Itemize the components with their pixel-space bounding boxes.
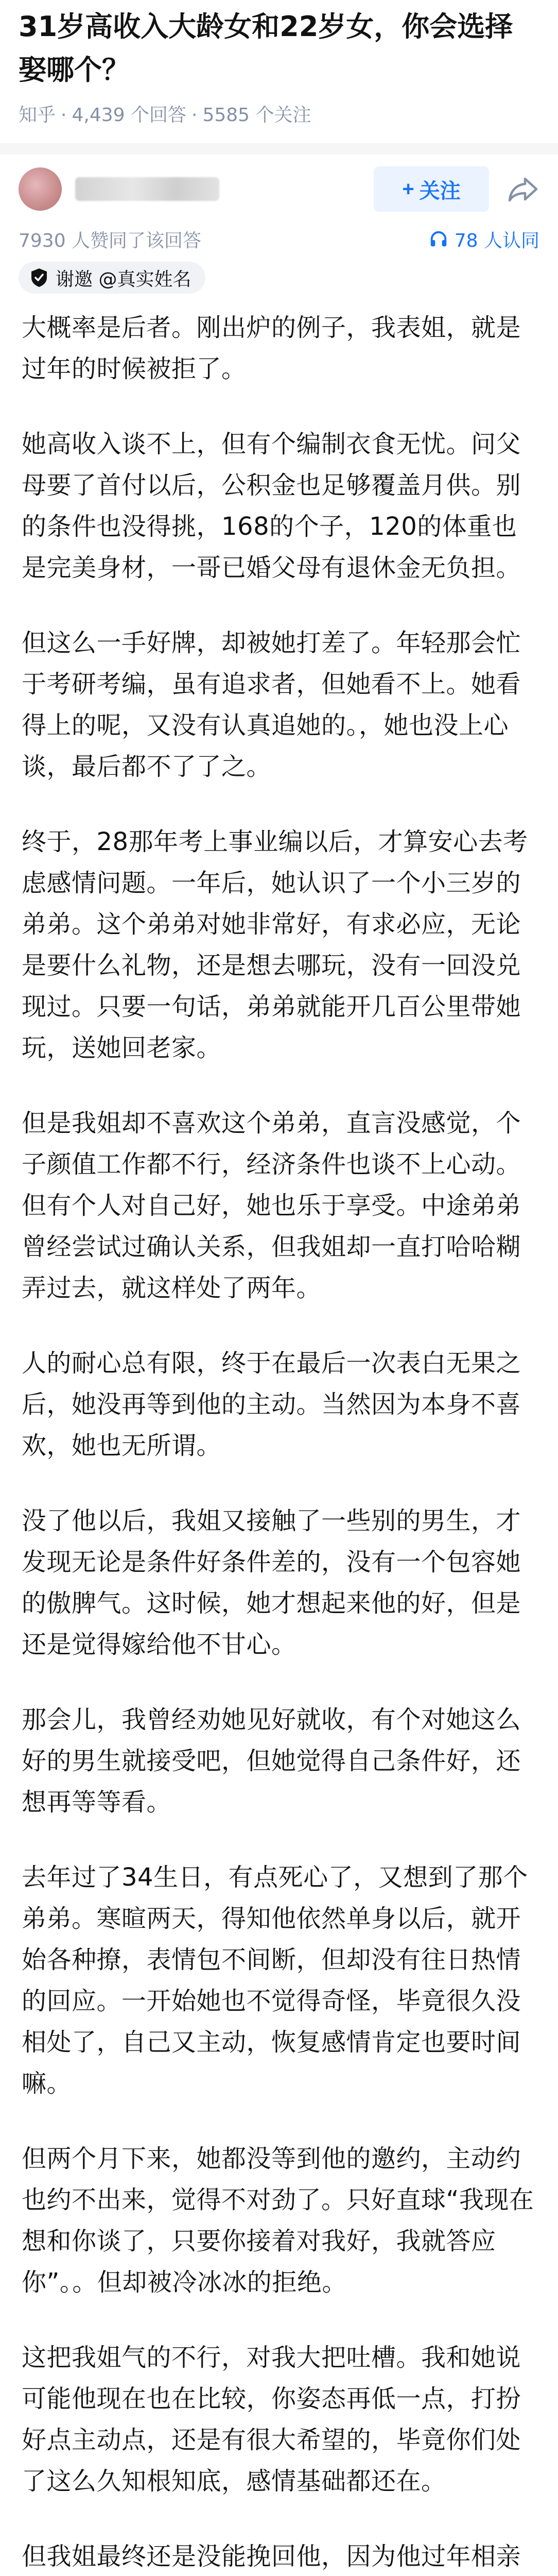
follow-count: 5585 个关注 (202, 105, 311, 126)
meta-separator: · (61, 105, 67, 126)
answer-count[interactable]: 4,439 个回答 (72, 105, 186, 126)
meta-separator: · (191, 105, 198, 126)
answer-paragraph: 那会儿，我曾经劝她见好就收，有个对她这么好的男生就接受吧，但她觉得自己条件好，还想再等等看。 (22, 1705, 521, 1817)
headphones-icon (429, 229, 448, 249)
tag-row (0, 255, 558, 294)
question-meta (19, 103, 539, 128)
answer-paragraph: 这把我姐气的不行，对我大把吐槽。我和她说可能他现在也在比较，你姿态再低一点，打扮好点主动点，还是有很大希望的，毕竟你们处了这么久知根知底，感情基础都还在。 (22, 2343, 521, 2496)
answer-content (0, 294, 558, 2576)
answer-paragraph: 去年过了34生日，有点死心了，又想到了那个弟弟。寒暄两天，得知他依然单身以后，就开始各种撩，表情包不间断，但却没有往日热情的回应。一开始她也不觉得奇怪，毕竟很久没相处了，自己又主动，恢复感情肯定也要时间嘛。 (22, 1863, 528, 2098)
answer-paragraph: 大概率是后者。刚出炉的例子，我表姐，就是过年的时候被拒了。 (22, 313, 521, 383)
follow-label: 关注 (419, 179, 461, 202)
share-arrow-icon[interactable] (507, 173, 539, 206)
section-divider (0, 143, 558, 155)
shield-icon (30, 267, 48, 288)
avatar[interactable] (19, 167, 62, 211)
plus-icon: + (402, 177, 414, 200)
answer-paragraph: 但是我姐却不喜欢这个弟弟，直言没感觉，个子颜值工作都不行，经济条件也谈不上心动。但有个人对自己好，她也乐于享受。中途弟弟曾经尝试过确认关系，但我姐却一直打哈哈糊弄过去，就这样处了两年。 (22, 1109, 521, 1302)
question-header (0, 0, 558, 128)
agree-count-label: 78 人认同 (454, 230, 539, 251)
question-title[interactable]: 31岁高收入大龄女和22岁女，你会选择娶哪个？ (19, 10, 513, 86)
invite-tag-label: 谢邀 @真实姓名 (56, 268, 191, 290)
agree-count[interactable] (429, 226, 539, 252)
answer-paragraph: 但两个月下来，她都没等到他的邀约，主动约也约不出来，觉得不对劲了。只好直球“我现在想和你谈了，只要你接着对我好，我就答应你”。。但却被冷冰冰的拒绝。 (22, 2144, 534, 2297)
answer-paragraph: 但我姐最终还是没能挽回他，因为他过年相亲 (22, 2542, 521, 2571)
answer-paragraph: 她高收入谈不上，但有个编制衣食无忧。问父母要了首付以后，公积金也足够覆盖月供。别的条件也没得挑，168的个子，120的体重也是完美身材，一哥已婚父母有退休金无负担。 (22, 430, 521, 582)
source-label: 知乎 (19, 105, 56, 126)
follow-button[interactable] (374, 166, 489, 212)
upvote-count: 7930 人赞同了该回答 (19, 230, 202, 251)
answer-paragraph: 人的耐心总有限，终于在最后一次表白无果之后，她没再等到他的主动。当然因为本身不喜欢，她也无所谓。 (22, 1349, 521, 1460)
answer-paragraph: 没了他以后，我姐又接触了一些别的男生，才发现无论是条件好条件差的，没有一个包容她的傲脾气。这时候，她才想起来他的好，但是还是觉得嫁给他不甘心。 (22, 1506, 521, 1659)
answer-paragraph: 终于，28那年考上事业编以后，才算安心去考虑感情问题。一年后，她认识了一个小三岁的弟弟。这个弟弟对她非常好，有求必应，无论是要什么礼物，还是想去哪玩，没有一回没兑现过。只要一句话，弟弟就能开几百公里带她玩，送她回老家。 (22, 827, 528, 1062)
answer-paragraph: 但这么一手好牌，却被她打差了。年轻那会忙于考研考编，虽有追求者，但她看不上。她看得上的呢，又没有认真追她的。，她也没上心谈，最后都不了了之。 (22, 629, 521, 781)
author-name[interactable] (75, 177, 219, 201)
invite-tag[interactable] (19, 262, 205, 294)
stats-row (0, 224, 558, 255)
author-row (0, 155, 558, 224)
